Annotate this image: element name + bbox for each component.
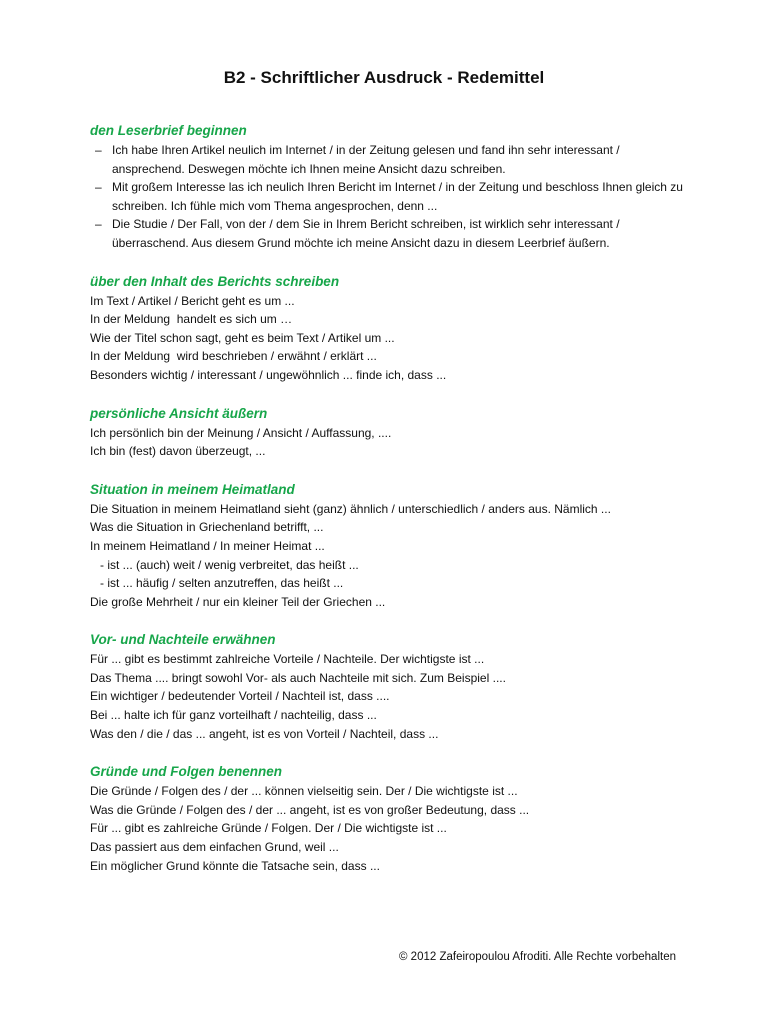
phrase-line: Was den / die / das ... angeht, ist es von Vorteil / Nachteil, dass ... (90, 726, 439, 741)
bullet-list (90, 141, 690, 253)
phrase-line: Wie der Titel schon sagt, geht es beim Text / Artikel um ... (90, 330, 395, 345)
section-inhalt-des-berichts (90, 273, 690, 385)
phrase-line: Im Text / Artikel / Bericht geht es um ... (90, 293, 295, 308)
section-heading: den Leserbrief beginnen (90, 123, 247, 138)
bullet-item: – Die Studie / Der Fall, von der / dem Sie in Ihrem Bericht schreiben, ist wirklich sehr interessant / überraschend. Aus diesem Grund möchte ich meine Ansicht dazu in diesem Leerbrief äußern. (90, 215, 690, 252)
section-heading: Situation in meinem Heimatland (90, 481, 295, 497)
phrase-line: Besonders wichtig / interessant / ungewöhnlich ... finde ich, dass ... (90, 367, 447, 382)
phrase-line: Ich bin (fest) davon überzeugt, ... (90, 444, 266, 459)
section-heading: Gründe und Folgen benennen (90, 764, 282, 780)
phrase-line: Ich persönlich bin der Meinung / Ansicht / Auffassung, .... (90, 425, 392, 440)
phrase-line: Bei ... halte ich für ganz vorteilhaft / nachteilig, dass ... (90, 708, 377, 723)
phrase-line: Die Gründe / Folgen des / der ... können vielseitig sein. Der / Die wichtigste ist ... (90, 784, 518, 799)
phrase-line: Die große Mehrheit / nur ein kleiner Teil der Griechen ... (90, 594, 386, 609)
phrase-line: Was die Gründe / Folgen des / der ... angeht, ist es von großer Bedeutung, dass ... (90, 802, 530, 817)
section-gruende-und-folgen (90, 763, 690, 875)
copyright-footer: © 2012 Zafeiropoulou Afroditi. Alle Rechte vorbehalten (399, 951, 676, 963)
phrase-line: In der Meldung handelt es sich um … (90, 312, 293, 327)
section-persoenliche-ansicht (90, 405, 690, 461)
section-situation-heimatland (90, 481, 690, 612)
phrase-line: Ein wichtiger / bedeutender Vorteil / Nachteil ist, dass .... (90, 689, 390, 704)
phrase-line: Das passiert aus dem einfachen Grund, weil ... (90, 840, 339, 855)
phrase-line: Für ... gibt es bestimmt zahlreiche Vorteile / Nachteile. Der wichtigste ist ... (90, 652, 485, 667)
bullet-item: – Mit großem Interesse las ich neulich Ihren Bericht im Internet / in der Zeitung und beschloss Ihnen gleich zu schreiben. Ich fühle mich vom Thema angesprochen, denn ... (90, 178, 690, 215)
bullet-item: – Ich habe Ihren Artikel neulich im Internet / in der Zeitung gelesen und fand ihn sehr interessant / ansprechend. Deswegen möchte ich Ihnen meine Ansicht dazu schreiben. (90, 141, 690, 178)
phrase-line: - ist ... (auch) weit / wenig verbreitet, das heißt ... (90, 557, 359, 572)
section-heading: über den Inhalt des Berichts schreiben (90, 273, 340, 289)
phrase-line: Ein möglicher Grund könnte die Tatsache sein, dass ... (90, 858, 380, 873)
section-heading: persönliche Ansicht äußern (90, 405, 268, 421)
phrase-line: Die Situation in meinem Heimatland sieht (ganz) ähnlich / unterschiedlich / anders aus. Nämlich ... (90, 501, 611, 516)
phrase-line: Das Thema .... bringt sowohl Vor- als auch Nachteile mit sich. Zum Beispiel .... (90, 670, 506, 685)
phrase-line: - ist ... häufig / selten anzutreffen, das heißt ... (90, 576, 344, 591)
section-heading: Vor- und Nachteile erwähnen (90, 632, 276, 648)
section-leserbrief-beginnen (90, 122, 690, 253)
section-vor-und-nachteile (90, 631, 690, 743)
phrase-line: In meinem Heimatland / In meiner Heimat ... (90, 538, 325, 553)
phrase-line: In der Meldung wird beschrieben / erwähnt / erklärt ... (90, 349, 377, 364)
page-title: B2 - Schriftlicher Ausdruck - Redemittel (223, 68, 545, 87)
phrase-line: Für ... gibt es zahlreiche Gründe / Folgen. Der / Die wichtigste ist ... (90, 821, 447, 836)
phrase-line: Was die Situation in Griechenland betrifft, ... (90, 520, 324, 535)
document-content (90, 122, 690, 895)
